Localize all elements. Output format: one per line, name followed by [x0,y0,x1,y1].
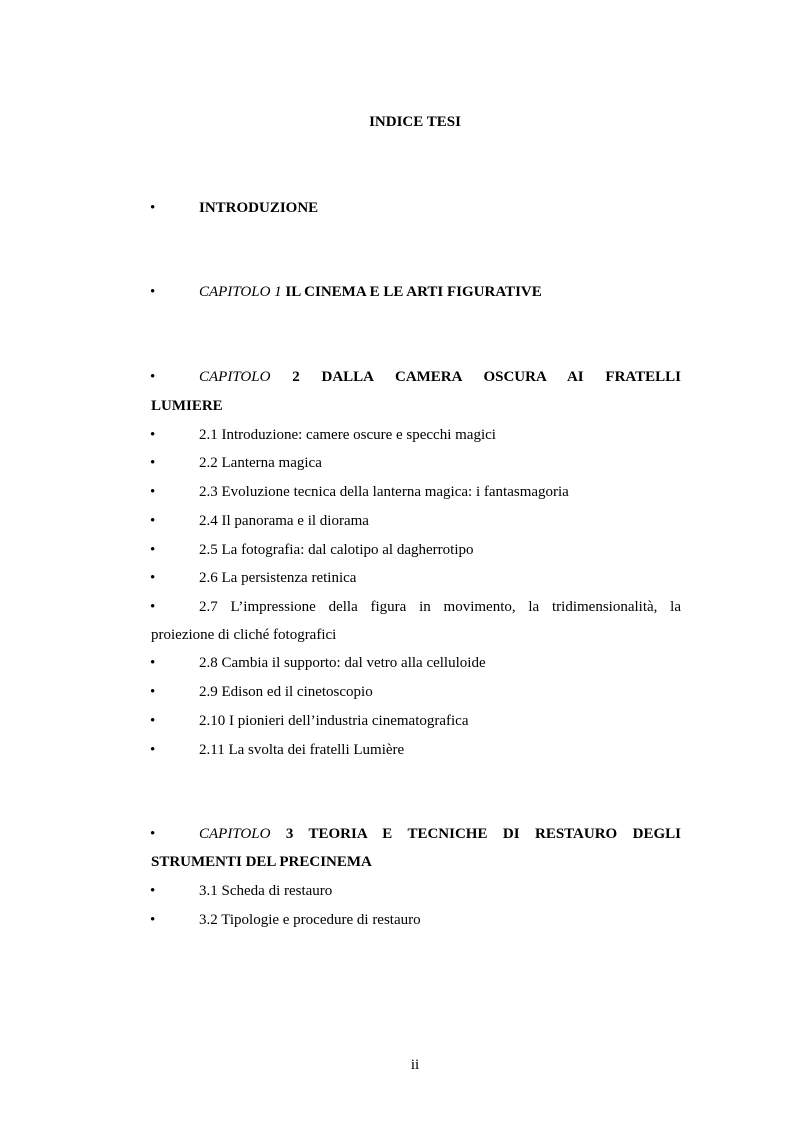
toc-entry-3-1: 3.1 Scheda di restauro [199,883,333,899]
toc-entry-2-9: 2.9 Edison ed il cinetoscopio [199,684,373,700]
bullet-icon: • [150,542,156,558]
toc-entry-2-7-continuation: proiezione di cliché fotografici [151,627,337,643]
toc-entry-2-8: 2.8 Cambia il supporto: dal vetro alla celluloide [199,655,486,671]
page-title: INDICE TESI [369,114,461,130]
chapter-2-title-continuation: LUMIERE [151,398,223,414]
bullet-icon: • [150,455,156,471]
bullet-icon: • [150,883,156,899]
chapter-3-title: 3 TEORIA E TECNICHE DI RESTAURO DEGLI [285,826,682,842]
chapter-2-word: AI [566,369,584,385]
chapter-2-word: 2 [292,369,300,385]
bullet-icon: • [150,684,156,700]
toc-entry-chapter-1 [199,282,681,302]
toc-entry-2-11: 2.11 La svolta dei fratelli Lumière [199,742,405,758]
page-number: ii [410,1057,420,1073]
toc-entry-2-6: 2.6 La persistenza retinica [199,570,357,586]
toc-entry-2-3: 2.3 Evoluzione tecnica della lanterna magica: i fantasmagoria [199,484,569,500]
toc-entry-2-1: 2.1 Introduzione: camere oscure e specchi magici [199,427,496,443]
bullet-icon: • [150,427,156,443]
bullet-icon: • [150,826,156,842]
chapter-2-word: DALLA [321,369,374,385]
toc-entry-2-10: 2.10 I pionieri dell’industria cinematografica [199,713,469,729]
chapter-2-label: CAPITOLO [199,369,271,385]
bullet-icon: • [150,513,156,529]
bullet-icon: • [150,655,156,671]
toc-entry-chapter-2 [199,367,681,387]
bullet-icon: • [150,369,156,385]
bullet-icon: • [150,284,156,300]
toc-entry-chapter-3 [199,824,681,844]
toc-entry-2-5: 2.5 La fotografia: dal calotipo al dagherrotipo [199,542,474,558]
bullet-icon: • [150,912,156,928]
chapter-2-word: OSCURA [483,369,546,385]
toc-entry-2-7: 2.7 L’impressione della figura in movimento, la tridimensionalità, la [199,599,681,615]
chapter-2-word: CAMERA [394,369,462,385]
toc-entry-3-2: 3.2 Tipologie e procedure di restauro [199,912,421,928]
toc-entry-introduction: INTRODUZIONE [199,200,319,216]
chapter-3-label: CAPITOLO [199,826,271,842]
toc-entry-2-2: 2.2 Lanterna magica [199,455,322,471]
bullet-icon: • [150,599,156,615]
chapter-1-label: CAPITOLO 1 [199,284,282,300]
bullet-icon: • [150,570,156,586]
toc-entry-2-4: 2.4 Il panorama e il diorama [199,513,369,529]
chapter-1-title: IL CINEMA E LE ARTI FIGURATIVE [285,284,542,300]
chapter-2-word: FRATELLI [605,369,681,385]
chapter-3-title-continuation: STRUMENTI DEL PRECINEMA [151,854,372,870]
bullet-icon: • [150,713,156,729]
bullet-icon: • [150,742,156,758]
bullet-icon: • [150,484,156,500]
bullet-icon: • [150,200,156,216]
